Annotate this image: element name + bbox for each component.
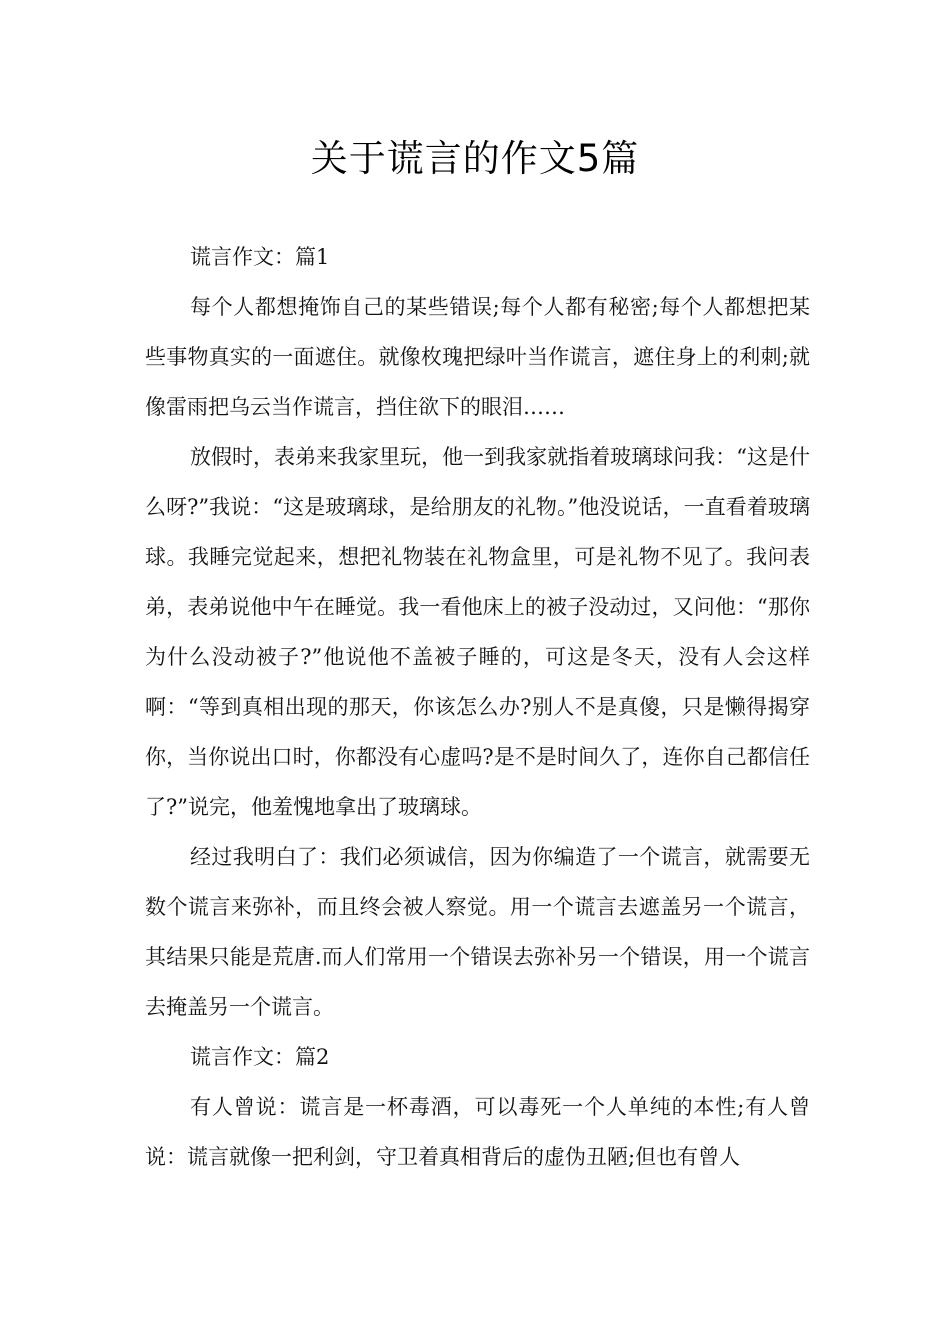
document-title: 关于谎言的作文5篇 xyxy=(310,137,640,180)
paragraph: 放假时，表弟来我家里玩，他一到我家就指着玻璃球问我：“这是什么呀?”我说：“这是玻璃球，是给朋友的礼物。”他没说话，一直看着玻璃球。我睡完觉起来，想把礼物装在礼物盒里，可是礼物不见了。我问表弟，表弟说他中午在睡觉。我一看他床上的被子没动过，又问他：“那你为什么没动被子?”他说他不盖被子睡的，可这是冬天，没有人会这样啊：“等到真相出现的那天，你该怎么办?别人不是真傻，只是懒得揭穿你，当你说出口时，你都没有心虚吗?是不是时间久了，连你自己都信任了?”说完，他羞愧地拿出了玻璃球。 xyxy=(145,445,810,819)
document-body xyxy=(145,232,810,1182)
paragraph: 经过我明白了：我们必须诚信，因为你编造了一个谎言，就需要无数个谎言来弥补，而且终会被人察觉。用一个谎言去遮盖另一个谎言，其结果只能是荒唐.而人们常用一个错误去弥补另一个错误，用一个谎言去掩盖另一个谎言。 xyxy=(145,845,810,1019)
section-heading: 谎言作文：篇2 xyxy=(190,1045,330,1069)
section-heading: 谎言作文：篇1 xyxy=(190,245,330,269)
paragraph: 有人曾说：谎言是一杯毒酒，可以毒死一个人单纯的本性;有人曾说：谎言就像一把利剑，守卫着真相背后的虚伪丑陋;但也有曾人 xyxy=(145,1095,810,1169)
paragraph: 每个人都想掩饰自己的某些错误;每个人都有秘密;每个人都想把某些事物真实的一面遮住。就像枚瑰把绿叶当作谎言，遮住身上的利刺;就像雷雨把乌云当作谎言，挡住欲下的眼泪…… xyxy=(145,295,810,419)
